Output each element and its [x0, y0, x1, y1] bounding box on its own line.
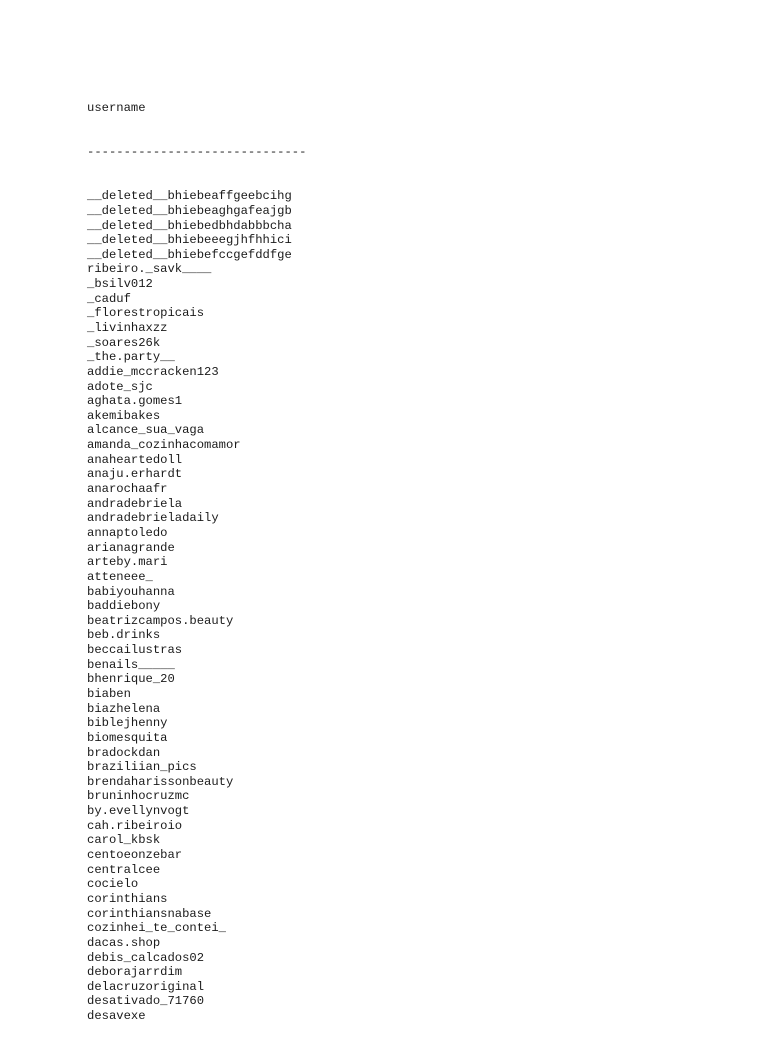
table-row: bruninhocruzmc: [87, 789, 190, 804]
table-row: bhenrique_20: [87, 672, 175, 687]
table-row: andradebrieladaily: [87, 511, 219, 526]
table-row: arianagrande: [87, 540, 175, 555]
table-row: cocielo: [87, 877, 139, 892]
table-row: babiyouhanna: [87, 584, 175, 599]
table-row: _bsilv012: [87, 277, 153, 292]
table-row: cozinhei_te_contei_: [87, 921, 226, 936]
table-row: benails_____: [87, 657, 175, 672]
table-row: arteby.mari: [87, 555, 168, 570]
table-row: corinthians: [87, 891, 168, 906]
table-row: _soares26k: [87, 335, 161, 350]
table-row: desavexe: [87, 1009, 146, 1024]
table-row: by.evellynvogt: [87, 804, 190, 819]
table-row: deborajarrdim: [87, 965, 183, 980]
table-row: akemibakes: [87, 408, 161, 423]
table-row: braziliian_pics: [87, 760, 197, 775]
column-header: username: [87, 101, 146, 116]
table-row: addie_mccracken123: [87, 364, 219, 379]
table-row: _livinhaxzz: [87, 320, 168, 335]
table-row: __deleted__bhiebeaghgafeajgb: [87, 203, 292, 218]
table-row: anaju.erhardt: [87, 467, 183, 482]
table-row: corinthiansnabase: [87, 906, 212, 921]
table-row: andradebriela: [87, 496, 183, 511]
table-row: biaben: [87, 687, 131, 701]
table-row: beb.drinks: [87, 628, 161, 643]
table-row: delacruzoriginal: [87, 979, 205, 994]
header-separator: ------------------------------: [87, 145, 307, 160]
table-row: centoeonzebar: [87, 848, 183, 863]
table-row: beatrizcampos.beauty: [87, 613, 234, 628]
table-row: cah.ribeiroio: [87, 818, 183, 833]
table-row: _caduf: [87, 291, 131, 306]
table-row: desativado_71760: [87, 994, 205, 1009]
table-row: anarochaafr: [87, 482, 168, 497]
table-row: biazhelena: [87, 701, 161, 716]
table-row: anaheartedoll: [87, 452, 183, 467]
table-row: aghata.gomes1: [87, 394, 183, 409]
table-row: atteneee_: [87, 569, 153, 584]
table-row: dacas.shop: [87, 935, 161, 950]
table-row: ribeiro._savk____: [87, 262, 212, 277]
table-row: bradockdan: [87, 745, 161, 760]
table-row: __deleted__bhiebeaffgeebcihg: [87, 189, 292, 204]
table-row: _the.party__: [87, 350, 175, 365]
table-row: debis_calcados02: [87, 950, 205, 965]
table-row: _florestropicais: [87, 306, 205, 321]
table-row: biblejhenny: [87, 716, 168, 731]
table-row: alcance_sua_vaga: [87, 423, 205, 438]
table-row: centralcee: [87, 862, 161, 877]
table-row: amanda_cozinhacomamor: [87, 438, 241, 453]
table-row: adote_sjc: [87, 379, 153, 394]
table-row: __deleted__bhiebefccgefddfge: [87, 247, 292, 262]
table-row: __deleted__bhiebeeegjhfhhici: [87, 233, 292, 248]
table-row: carol_kbsk: [87, 833, 161, 848]
table-row: __deleted__bhiebedbhdabbbcha: [87, 218, 292, 233]
table-row: biomesquita: [87, 730, 168, 745]
table-row: baddiebony: [87, 599, 161, 614]
table-row: brendaharissonbeauty: [87, 774, 234, 789]
query-result-listing: [87, 72, 306, 1038]
result-rows: [87, 189, 306, 1024]
table-row: annaptoledo: [87, 525, 168, 540]
table-row: beccailustras: [87, 643, 183, 658]
